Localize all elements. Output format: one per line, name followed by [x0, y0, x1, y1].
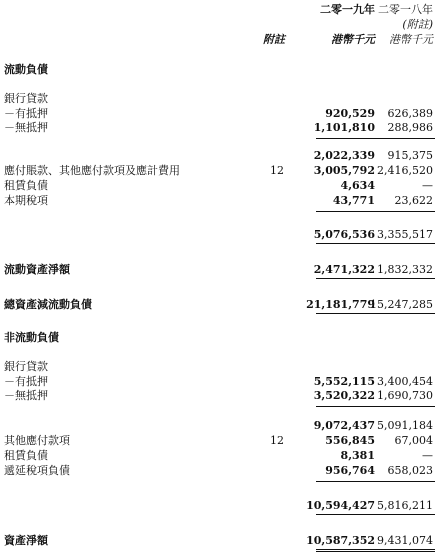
- note-ref: 12: [270, 164, 284, 177]
- rule: [316, 278, 377, 279]
- value-current: 956,764: [325, 464, 375, 477]
- value-prior: 23,622: [394, 194, 433, 207]
- value-prior: 626,389: [387, 107, 433, 120]
- subtotal-current: 9,072,437: [313, 419, 375, 432]
- value-prior: 3,400,454: [377, 375, 433, 388]
- row-label: －無抵押: [4, 121, 48, 134]
- value-prior: —: [422, 449, 433, 462]
- year-current-header: 二零一九年: [320, 3, 375, 16]
- rule: [376, 481, 435, 482]
- rule: [376, 211, 435, 212]
- row-label: －有抵押: [4, 107, 48, 120]
- rule: [376, 138, 435, 139]
- value-current: 43,771: [332, 194, 375, 207]
- net-assets-prior: 9,431,074: [377, 534, 433, 547]
- row-label: 本期稅項: [4, 194, 48, 207]
- note-column-header: 附註: [263, 33, 285, 46]
- currency-current-header: 港幣千元: [331, 33, 375, 46]
- net-current-assets-label: 流動資產淨額: [4, 263, 70, 276]
- row-label: 租賃負債: [4, 179, 48, 192]
- value-current: 3,005,792: [313, 164, 375, 177]
- rule: [376, 243, 435, 244]
- double-rule: [376, 549, 435, 552]
- rule: [316, 406, 377, 407]
- value-prior: 1,690,730: [377, 389, 433, 402]
- value-prior: —: [422, 179, 433, 192]
- row-label: 應付賬款、其他應付款項及應計費用: [4, 164, 180, 177]
- subtotal-current: 2,022,339: [313, 149, 375, 162]
- rule: [376, 313, 435, 314]
- total-current: 5,076,536: [313, 228, 375, 241]
- tal-cl-current: 21,181,779: [306, 298, 375, 311]
- value-prior: 67,004: [394, 434, 433, 447]
- row-label: 遞延稅項負債: [4, 464, 70, 477]
- value-current: 8,381: [340, 449, 375, 462]
- rule: [316, 514, 377, 515]
- value-prior: 2,416,520: [377, 164, 433, 177]
- tal-cl-prior: 15,247,285: [370, 298, 433, 311]
- double-rule: [316, 549, 377, 552]
- rule: [316, 243, 377, 244]
- net-current-assets-prior: 1,832,332: [377, 263, 433, 276]
- row-label: －有抵押: [4, 375, 48, 388]
- non-current-liabilities-title: 非流動負債: [4, 331, 59, 344]
- rule: [316, 211, 377, 212]
- row-label: 租賃負債: [4, 449, 48, 462]
- row-label: －無抵押: [4, 389, 48, 402]
- year-prior-header: 二零一八年: [378, 3, 433, 16]
- net-current-assets-current: 2,471,322: [313, 263, 375, 276]
- subtotal-prior: 5,091,184: [377, 419, 433, 432]
- rule: [316, 313, 377, 314]
- value-current: 920,529: [325, 107, 375, 120]
- value-current: 1,101,810: [313, 121, 375, 134]
- rule: [376, 514, 435, 515]
- rule: [316, 138, 377, 139]
- value-current: 4,634: [340, 179, 375, 192]
- value-prior: 658,023: [387, 464, 433, 477]
- restated-note: (附註): [402, 18, 433, 31]
- rule: [376, 278, 435, 279]
- currency-prior-header: 港幣千元: [389, 33, 433, 46]
- row-label: 其他應付款項: [4, 434, 70, 447]
- total-prior: 5,816,211: [377, 499, 433, 512]
- rule: [316, 481, 377, 482]
- bank-loans-label: 銀行貸款: [4, 360, 48, 373]
- value-current: 5,552,115: [313, 375, 375, 388]
- total-prior: 3,355,517: [377, 228, 433, 241]
- net-assets-current: 10,587,352: [306, 534, 375, 547]
- value-current: 3,520,322: [313, 389, 375, 402]
- bank-loans-label: 銀行貸款: [4, 92, 48, 105]
- note-ref: 12: [270, 434, 284, 447]
- rule: [376, 406, 435, 407]
- total-current: 10,594,427: [306, 499, 375, 512]
- total-assets-less-current-liabilities-label: 總資產減流動負債: [4, 298, 92, 311]
- current-liabilities-title: 流動負債: [4, 63, 48, 76]
- net-assets-label: 資產淨額: [4, 534, 48, 547]
- value-prior: 288,986: [387, 121, 433, 134]
- value-current: 556,845: [325, 434, 375, 447]
- subtotal-prior: 915,375: [387, 149, 433, 162]
